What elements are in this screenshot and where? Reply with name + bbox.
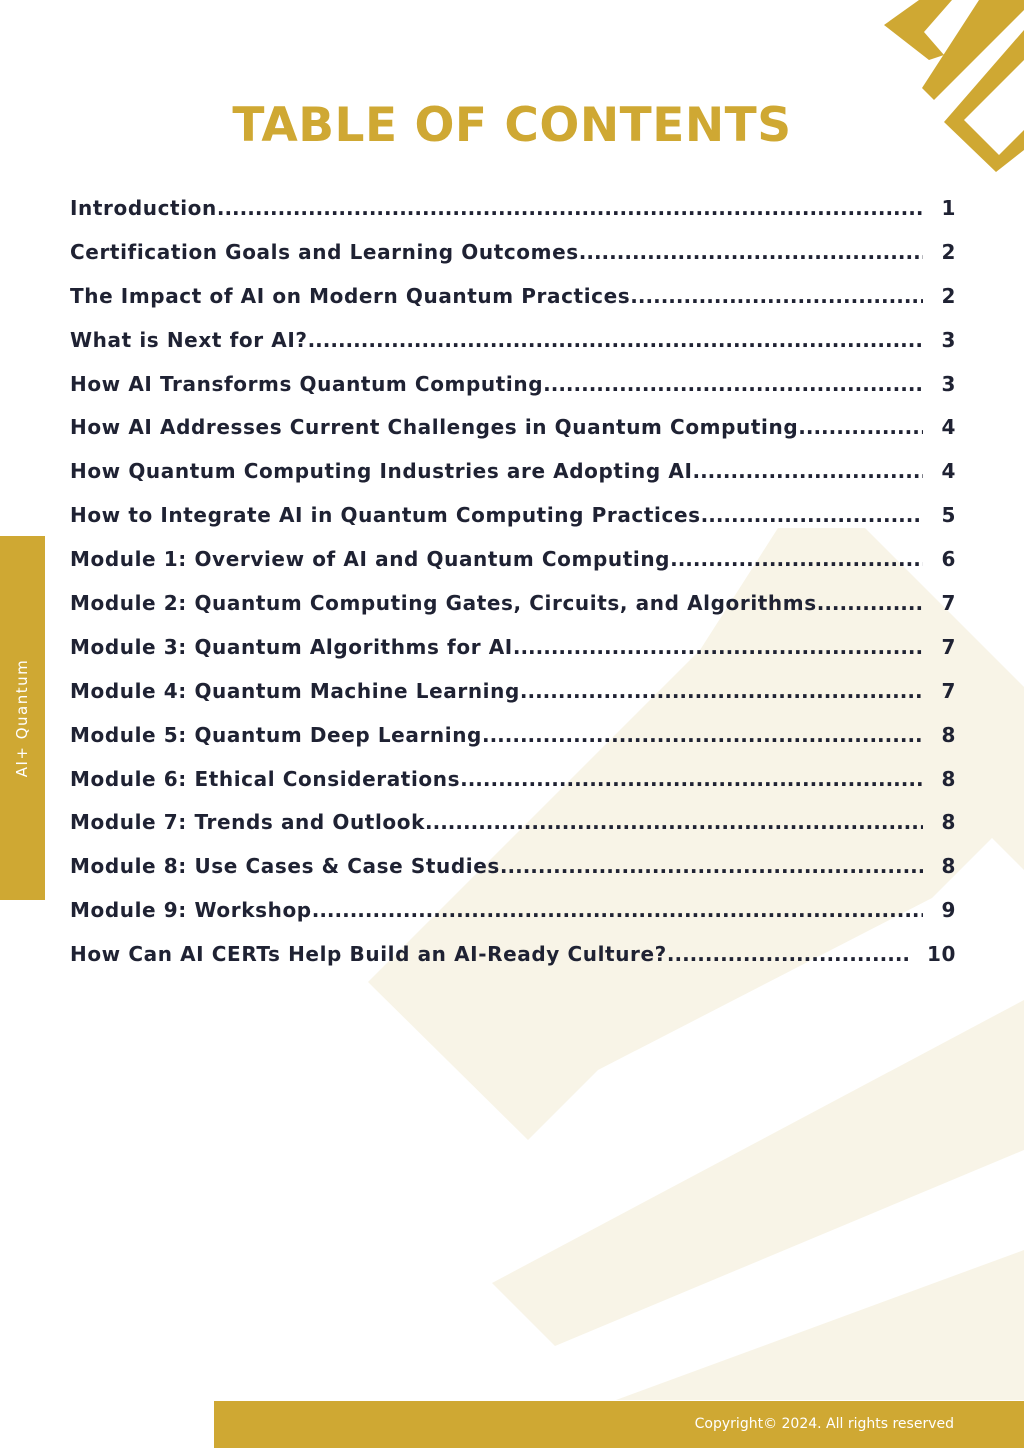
toc-entry-page: 3 xyxy=(941,327,956,352)
toc-entry-label: Module 8: Use Cases & Case Studies xyxy=(70,854,500,879)
toc-dot-leader xyxy=(312,898,924,922)
corner-chevron-logo-icon xyxy=(884,0,1024,180)
toc-entry[interactable] xyxy=(70,844,956,888)
toc-entry-label: Introduction xyxy=(70,195,217,220)
toc-entry-page: 4 xyxy=(941,415,956,440)
toc-entry-page: 10 xyxy=(926,942,956,967)
toc-dot-leader xyxy=(817,591,924,615)
toc-dot-leader xyxy=(670,547,923,571)
toc-entry[interactable] xyxy=(70,932,956,976)
toc-entry[interactable] xyxy=(70,800,956,844)
toc-dot-leader xyxy=(579,240,924,264)
footer-bar xyxy=(214,1401,1024,1448)
toc-entry-page: 8 xyxy=(941,722,956,747)
toc-dot-leader xyxy=(520,679,924,703)
toc-entry-page: 7 xyxy=(941,678,956,703)
toc-entry-label: How AI Transforms Quantum Computing xyxy=(70,371,544,396)
toc-entry-label: How to Integrate AI in Quantum Computing Practices xyxy=(70,503,701,528)
toc-entry-page: 8 xyxy=(941,766,956,791)
toc-dot-leader xyxy=(482,723,924,747)
toc-entry[interactable] xyxy=(70,625,956,669)
toc-dot-leader xyxy=(308,328,924,352)
toc-entry-page: 7 xyxy=(941,590,956,615)
toc-entry-label: What is Next for AI? xyxy=(70,327,308,352)
toc-entry-page: 9 xyxy=(941,898,956,923)
toc-dot-leader xyxy=(543,372,923,396)
toc-dot-leader xyxy=(513,635,924,659)
toc-entry[interactable] xyxy=(70,537,956,581)
toc-entry-page: 3 xyxy=(941,371,956,396)
toc-entry-page: 1 xyxy=(941,195,956,220)
toc-entry-label: Module 5: Quantum Deep Learning xyxy=(70,722,482,747)
toc-entry-label: How AI Addresses Current Challenges in Quantum Computing xyxy=(70,415,799,440)
toc-entry-label: Module 9: Workshop xyxy=(70,898,312,923)
toc-dot-leader xyxy=(425,810,923,834)
toc-entry[interactable] xyxy=(70,581,956,625)
toc-entry[interactable] xyxy=(70,669,956,713)
toc-entry[interactable] xyxy=(70,713,956,757)
toc-entry[interactable] xyxy=(70,449,956,493)
toc-entry-label: How Can AI CERTs Help Build an AI-Ready Culture? xyxy=(70,942,667,967)
toc-entry-page: 2 xyxy=(941,283,956,308)
toc-dot-leader xyxy=(701,503,924,527)
toc-dot-leader xyxy=(460,767,923,791)
table-of-contents xyxy=(70,186,956,976)
toc-entry[interactable] xyxy=(70,405,956,449)
toc-entry-page: 8 xyxy=(941,810,956,835)
toc-entry-page: 4 xyxy=(941,459,956,484)
toc-entry[interactable] xyxy=(70,757,956,801)
toc-entry-page: 2 xyxy=(941,239,956,264)
side-tab-label: AI+ Quantum xyxy=(13,658,31,778)
copyright-text: Copyright© 2024. All rights reserved xyxy=(694,1416,954,1432)
toc-entry-page: 5 xyxy=(941,503,956,528)
toc-entry-label: How Quantum Computing Industries are Adopting AI xyxy=(70,459,693,484)
toc-dot-leader xyxy=(500,854,924,878)
toc-entry-label: Module 4: Quantum Machine Learning xyxy=(70,678,520,703)
toc-entry[interactable] xyxy=(70,230,956,274)
side-tab xyxy=(0,536,45,900)
toc-entry-label: Module 1: Overview of AI and Quantum Computing xyxy=(70,547,671,572)
toc-entry-label: Module 2: Quantum Computing Gates, Circuits, and Algorithms xyxy=(70,590,817,615)
toc-entry[interactable] xyxy=(70,888,956,932)
toc-dot-leader xyxy=(798,415,923,439)
toc-entry[interactable] xyxy=(70,362,956,406)
toc-entry-page: 8 xyxy=(941,854,956,879)
toc-dot-leader xyxy=(217,196,924,220)
toc-dot-leader xyxy=(692,459,923,483)
toc-dot-leader xyxy=(630,284,923,308)
toc-entry-label: Module 3: Quantum Algorithms for AI xyxy=(70,634,513,659)
toc-entry-label: Certification Goals and Learning Outcomes xyxy=(70,239,579,264)
toc-entry[interactable] xyxy=(70,274,956,318)
toc-entry[interactable] xyxy=(70,318,956,362)
page-title: TABLE OF CONTENTS xyxy=(232,98,792,153)
toc-entry-page: 6 xyxy=(941,547,956,572)
toc-dot-leader xyxy=(667,942,909,966)
toc-entry-label: Module 6: Ethical Considerations xyxy=(70,766,461,791)
toc-entry[interactable] xyxy=(70,186,956,230)
toc-entry-page: 7 xyxy=(941,634,956,659)
toc-entry[interactable] xyxy=(70,493,956,537)
toc-entry-label: Module 7: Trends and Outlook xyxy=(70,810,426,835)
toc-entry-label: The Impact of AI on Modern Quantum Practices xyxy=(70,283,631,308)
